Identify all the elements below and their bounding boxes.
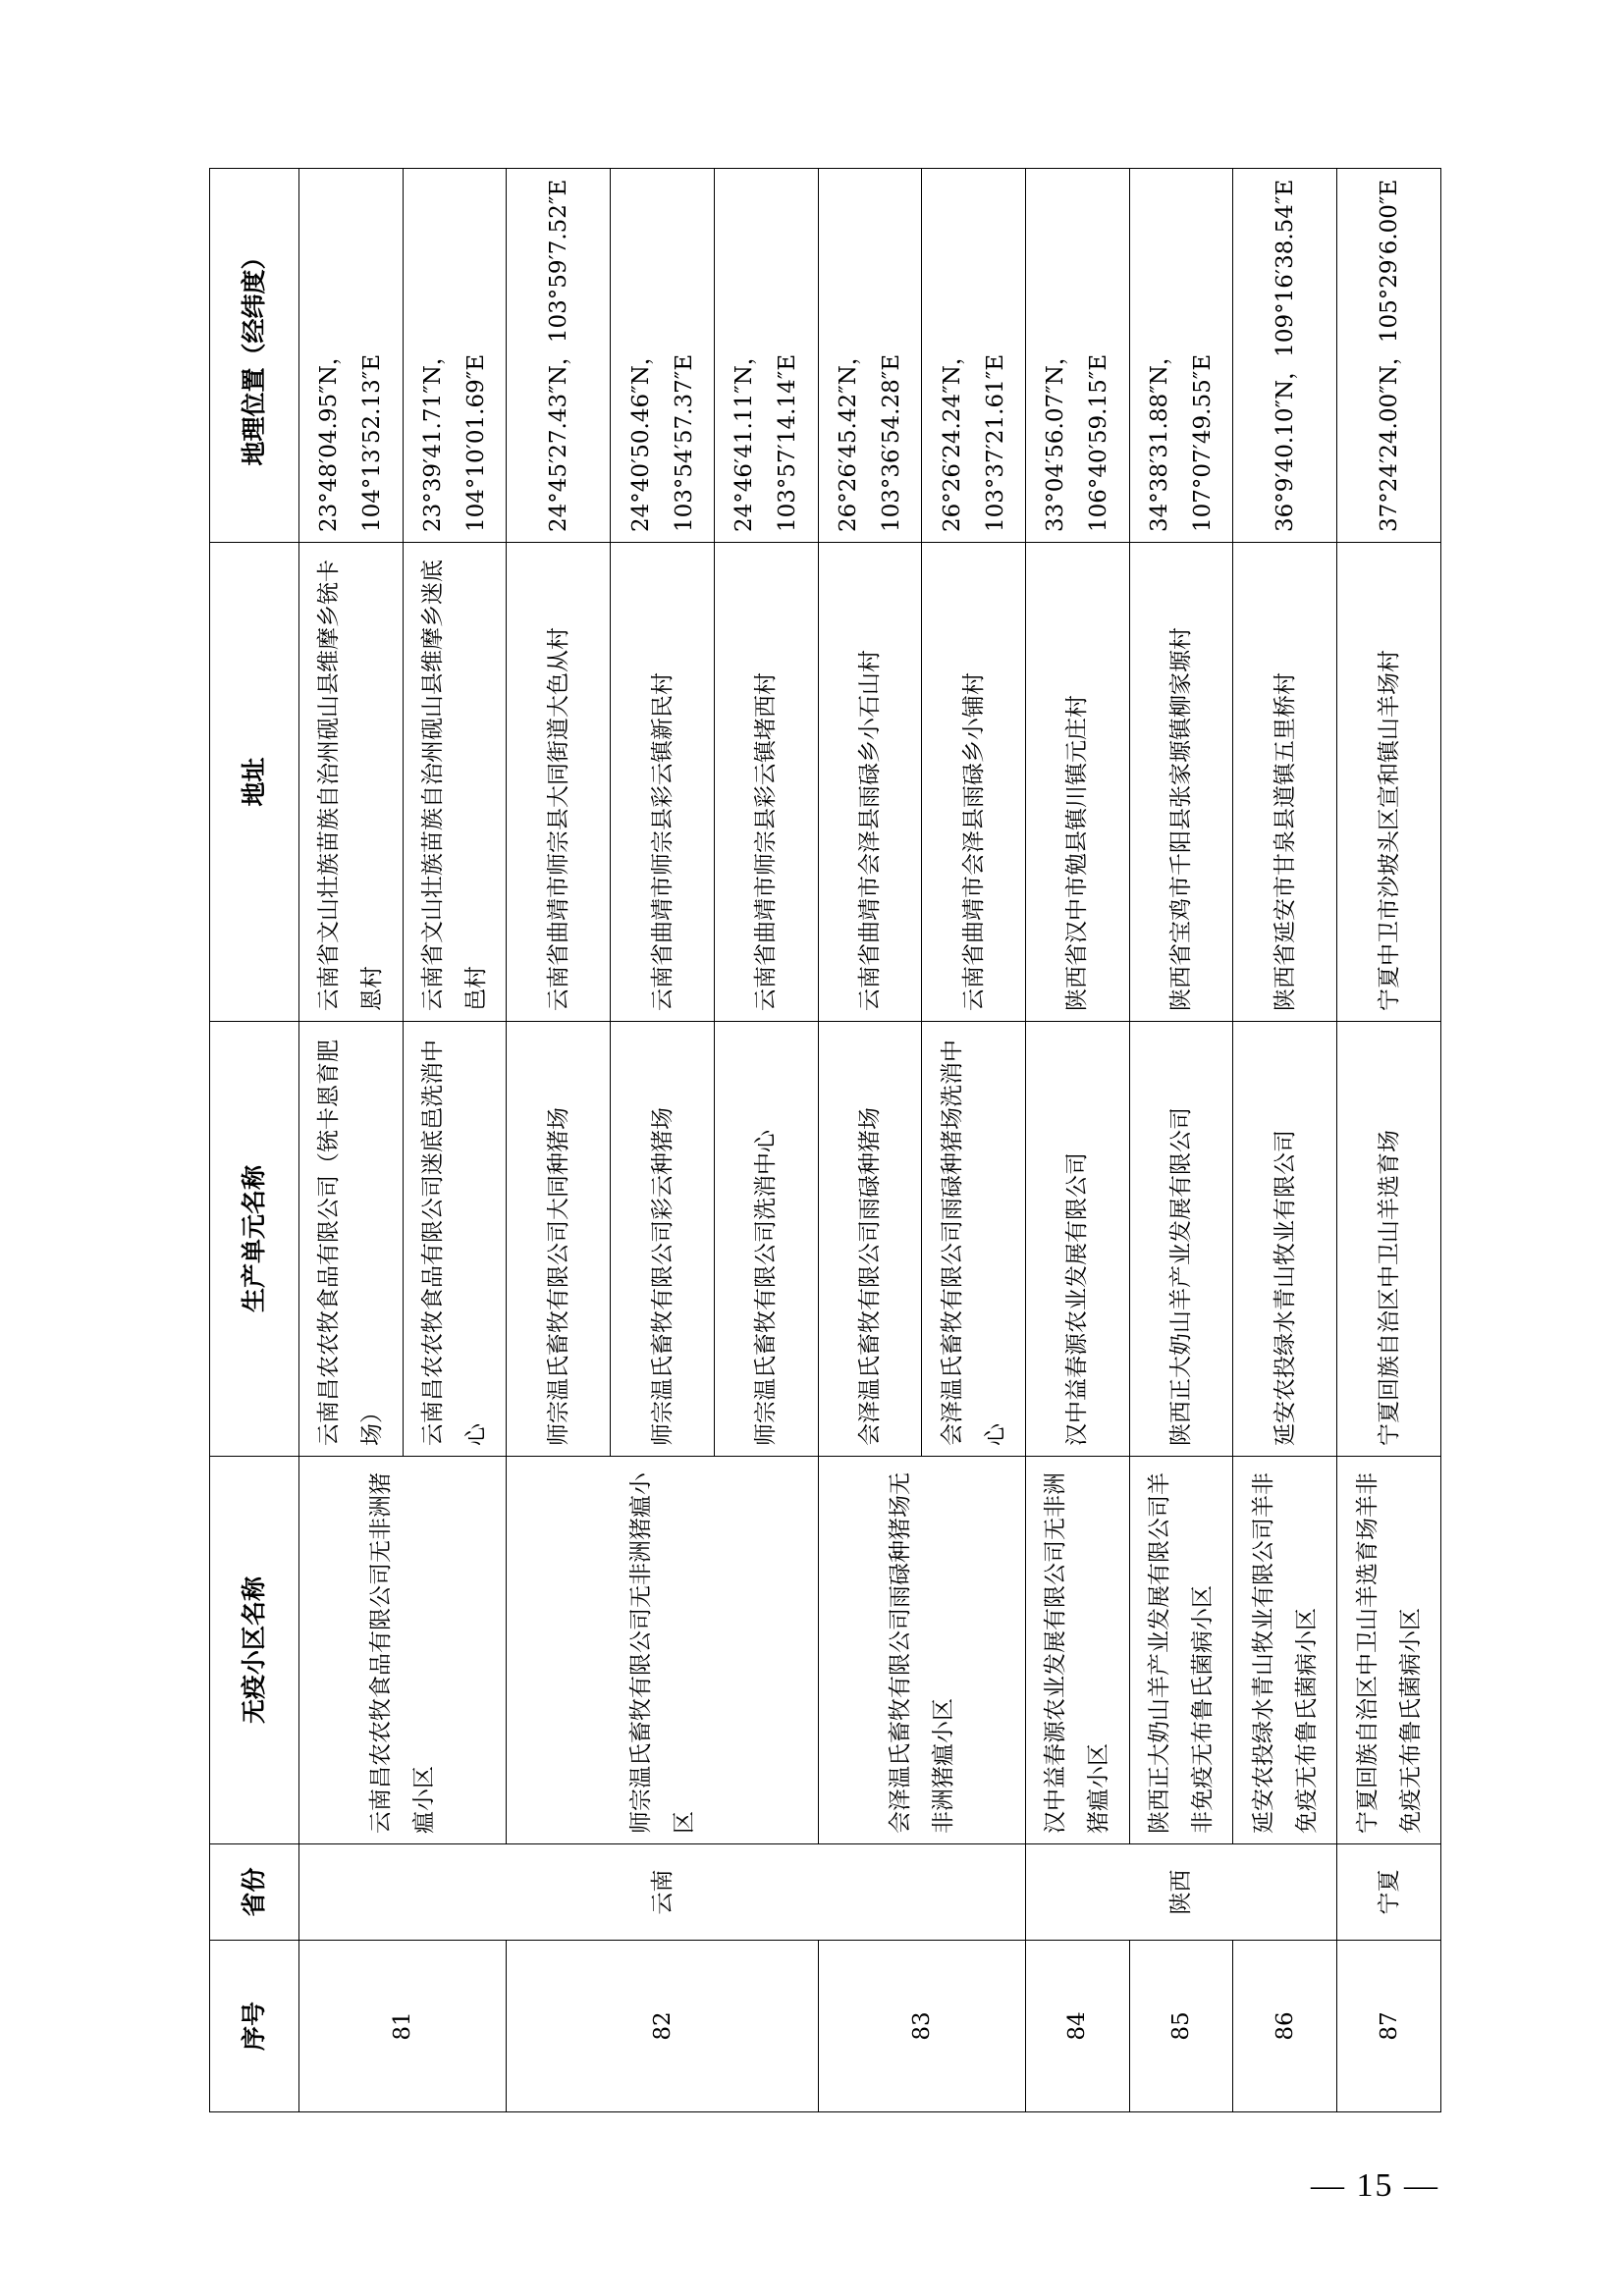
cell-address: 云南省曲靖市会泽县雨碌乡小铺村: [922, 543, 1026, 1022]
cell-address: 陕西省汉中市勉县镇川镇元庄村: [1026, 543, 1130, 1022]
cell-province-yunnan: 云南: [299, 1844, 1026, 1941]
page-number: — 15 —: [1311, 2167, 1439, 2204]
cell-geo: 34°38′31.88″N，107°07′49.55″E: [1129, 169, 1233, 543]
cell-geo: 24°45′27.43″N，103°59′7.52″E: [507, 169, 611, 543]
cell-seq: 83: [818, 1941, 1025, 2112]
cell-zone: 会泽温氏畜牧有限公司雨碌种猪场无非洲猪瘟小区: [818, 1457, 1025, 1844]
cell-unit: 师宗温氏畜牧有限公司大同种猪场: [507, 1022, 611, 1457]
cell-province-ningxia: 宁夏: [1337, 1844, 1441, 1941]
cell-address: 宁夏中卫市沙坡头区宣和镇山羊场村: [1337, 543, 1441, 1022]
header-address: 地址: [210, 543, 299, 1022]
header-zone: 无疫小区名称: [210, 1457, 299, 1844]
table-row: [507, 169, 611, 2112]
header-province: 省份: [210, 1844, 299, 1941]
cell-unit: 延安农投绿水青山牧业有限公司: [1233, 1022, 1337, 1457]
cell-address: 云南省文山壮族苗族自治州砚山县维摩乡迷底邑村: [403, 543, 507, 1022]
cell-seq: 82: [507, 1941, 818, 2112]
cell-address: 云南省曲靖市师宗县彩云镇堵西村: [714, 543, 818, 1022]
cell-seq: 87: [1337, 1941, 1441, 2112]
cell-unit: 云南昌农农牧食品有限公司迷底邑洗消中心: [403, 1022, 507, 1457]
table-row: [818, 169, 922, 2112]
table-row: [1026, 169, 1130, 2112]
table-row: [1337, 169, 1441, 2112]
cell-seq: 81: [299, 1941, 507, 2112]
cell-address: 陕西省宝鸡市千阳县张家塬镇柳家塬村: [1129, 543, 1233, 1022]
cell-zone: 宁夏回族自治区中卫山羊选育场羊非免疫无布鲁氏菌病小区: [1337, 1457, 1441, 1844]
epidemic-free-zone-table: [209, 168, 1441, 2112]
cell-geo: 36°9′40.10″N，109°16′38.54″E: [1233, 169, 1337, 543]
cell-unit: 师宗温氏畜牧有限公司洗消中心: [714, 1022, 818, 1457]
cell-address: 云南省曲靖市师宗县彩云镇新民村: [611, 543, 715, 1022]
cell-zone: 延安农投绿水青山牧业有限公司羊非免疫无布鲁氏菌病小区: [1233, 1457, 1337, 1844]
table-row: [1129, 169, 1233, 2112]
rotated-page-area: [209, 169, 1441, 2112]
cell-unit: 云南昌农农牧食品有限公司（铳卡恩育肥场）: [299, 1022, 404, 1457]
cell-unit: 会泽温氏畜牧有限公司雨碌种猪场洗消中心: [922, 1022, 1026, 1457]
cell-unit: 师宗温氏畜牧有限公司彩云种猪场: [611, 1022, 715, 1457]
cell-geo: 26°26′45.42″N，103°36′54.28″E: [818, 169, 922, 543]
cell-zone: 云南昌农农牧食品有限公司无非洲猪瘟小区: [299, 1457, 507, 1844]
table-row: [299, 169, 404, 2112]
cell-address: 云南省曲靖市会泽县雨碌乡小石山村: [818, 543, 922, 1022]
cell-seq: 86: [1233, 1941, 1337, 2112]
cell-unit: 陕西正大奶山羊产业发展有限公司: [1129, 1022, 1233, 1457]
cell-zone: 汉中益春源农业发展有限公司无非洲猪瘟小区: [1026, 1457, 1130, 1844]
header-seq: 序号: [210, 1941, 299, 2112]
cell-address: 云南省文山壮族苗族自治州砚山县维摩乡铳卡恩村: [299, 543, 404, 1022]
cell-zone: 师宗温氏畜牧有限公司无非洲猪瘟小区: [507, 1457, 818, 1844]
cell-geo: 23°48′04.95″N，104°13′52.13″E: [299, 169, 404, 543]
cell-seq: 85: [1129, 1941, 1233, 2112]
header-unit: 生产单元名称: [210, 1022, 299, 1457]
cell-unit: 宁夏回族自治区中卫山羊选育场: [1337, 1022, 1441, 1457]
cell-geo: 24°46′41.11″N，103°57′14.14″E: [714, 169, 818, 543]
header-geo: 地理位置（经纬度）: [210, 169, 299, 543]
cell-geo: 23°39′41.71″N，104°10′01.69″E: [403, 169, 507, 543]
table-row: [1233, 169, 1337, 2112]
cell-geo: 26°26′24.24″N，103°37′21.61″E: [922, 169, 1026, 543]
cell-province-shaanxi: 陕西: [1026, 1844, 1337, 1941]
cell-zone: 陕西正大奶山羊产业发展有限公司羊非免疫无布鲁氏菌病小区: [1129, 1457, 1233, 1844]
cell-address: 陕西省延安市甘泉县道镇五里桥村: [1233, 543, 1337, 1022]
cell-unit: 汉中益春源农业发展有限公司: [1026, 1022, 1130, 1457]
cell-unit: 会泽温氏畜牧有限公司雨碌种猪场: [818, 1022, 922, 1457]
cell-seq: 84: [1026, 1941, 1130, 2112]
cell-address: 云南省曲靖市师宗县大同街道大色从村: [507, 543, 611, 1022]
table-header-row: [210, 169, 299, 2112]
cell-geo: 24°40′50.46″N，103°54′57.37″E: [611, 169, 715, 543]
cell-geo: 33°04′56.07″N，106°40′59.15″E: [1026, 169, 1130, 543]
cell-geo: 37°24′24.00″N，105°29′6.00″E: [1337, 169, 1441, 543]
